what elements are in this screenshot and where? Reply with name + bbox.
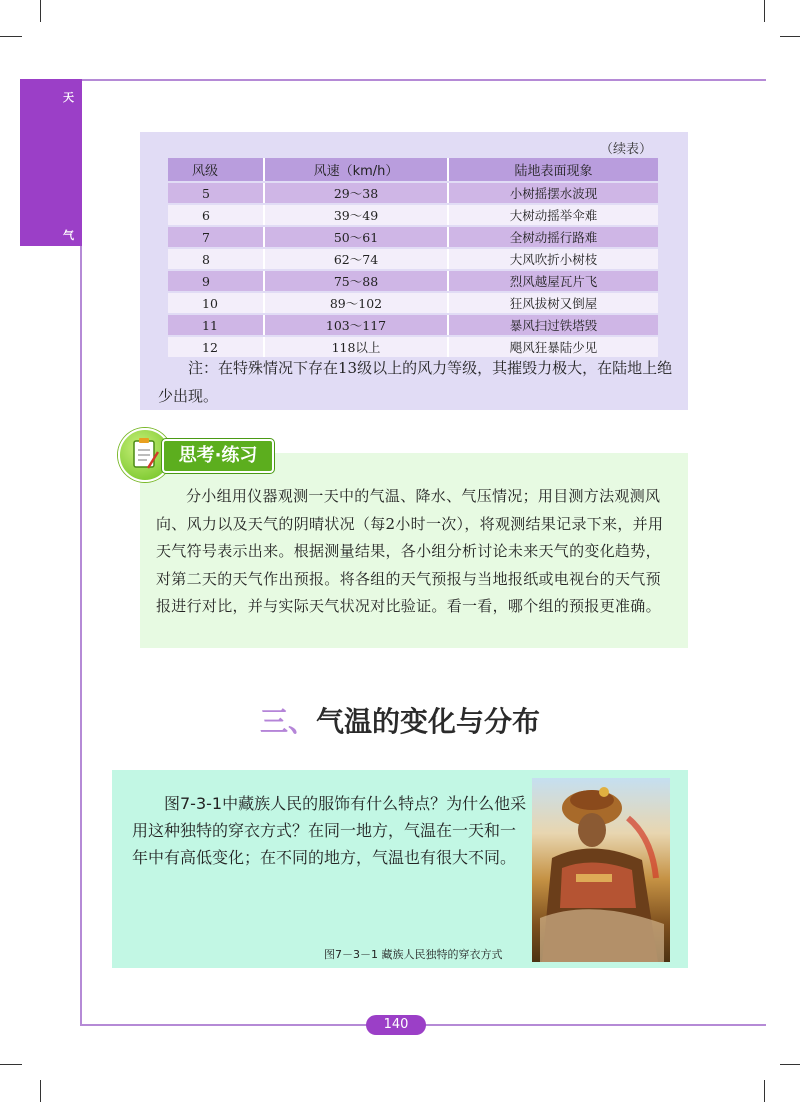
cell-phenomenon: 暴风扫过铁塔毁 (447, 315, 658, 335)
cell-speed: 29～38 (263, 183, 447, 203)
section-number: 三、 (259, 705, 316, 738)
table-row (168, 205, 658, 225)
practice-box (140, 453, 688, 648)
crop-mark (764, 0, 765, 22)
tibetan-clothing-photo (532, 778, 670, 962)
cell-speed: 75～88 (263, 271, 447, 291)
header-land-phenomenon: 陆地表面现象 (447, 158, 658, 181)
wind-scale-table (168, 156, 658, 359)
cell-phenomenon: 飓风狂暴陆少见 (447, 337, 658, 357)
cell-phenomenon: 小树摇摆水波现 (447, 183, 658, 203)
table-continued-label: （续表） (599, 142, 652, 157)
table-row (168, 249, 658, 269)
cell-speed: 39～49 (263, 205, 447, 225)
cell-level: 8 (168, 249, 263, 269)
cell-level: 6 (168, 205, 263, 225)
table-note: 注：在特殊情况下存在13级以上的风力等级，其摧毁力极大，在陆地上绝少出现。 (158, 359, 673, 405)
side-tab-char: 天 (63, 91, 74, 104)
table-row (168, 293, 658, 313)
practice-title: 思考·练习 (162, 439, 274, 473)
table-row (168, 227, 658, 247)
crop-mark (40, 1080, 41, 1102)
page-number: 140 (366, 1015, 426, 1035)
table-row (168, 315, 658, 335)
table-row (168, 271, 658, 291)
wind-scale-table-box (140, 132, 688, 410)
crop-mark (40, 0, 41, 22)
cell-level: 7 (168, 227, 263, 247)
cell-speed: 50～61 (263, 227, 447, 247)
header-wind-speed: 风速（km/h） (263, 158, 447, 181)
cell-speed: 89～102 (263, 293, 447, 313)
side-tab-char: 气 (63, 229, 74, 242)
cell-phenomenon: 大风吹折小树枝 (447, 249, 658, 269)
photo-caption: 图7－3－1 藏族人民独特的穿衣方式 (324, 948, 503, 961)
intro-box (112, 770, 688, 968)
cell-phenomenon: 狂风拔树又倒屋 (447, 293, 658, 313)
cell-level: 12 (168, 337, 263, 357)
cell-level: 9 (168, 271, 263, 291)
cell-speed: 103～117 (263, 315, 447, 335)
table-row (168, 183, 658, 203)
practice-text: 分小组用仪器观测一天中的气温、降水、气压情况；用目测方法观测风向、风力以及天气的阴晴状况（每2小时一次），将观测结果记录下来，并用天气符号表示出来。根据测量结果，各小组分析讨论未来天气的变化趋势，对第二天的天气作出预报。将各组的天气预报与当地报纸或电视台的天气预报进行对比，并与实际天气状况对比验证。看一看，哪个组的预报更准确。 (156, 487, 664, 615)
crop-mark (0, 1064, 22, 1065)
chapter-side-tab (20, 79, 82, 246)
cell-speed: 118以上 (263, 337, 447, 357)
crop-mark (780, 1064, 800, 1065)
frame-top-line (20, 79, 766, 81)
header-wind-level: 风级 (168, 158, 263, 181)
cell-phenomenon: 烈风越屋瓦片飞 (447, 271, 658, 291)
cell-phenomenon: 全树动摇行路难 (447, 227, 658, 247)
cell-level: 5 (168, 183, 263, 203)
cell-level: 11 (168, 315, 263, 335)
section-heading: 气温的变化与分布 (316, 705, 541, 738)
section-title (0, 700, 800, 740)
table-header-row (168, 158, 658, 181)
crop-mark (0, 36, 22, 37)
crop-mark (780, 36, 800, 37)
practice-badge (118, 428, 268, 480)
cell-level: 10 (168, 293, 263, 313)
cell-speed: 62～74 (263, 249, 447, 269)
cell-phenomenon: 大树动摇举伞难 (447, 205, 658, 225)
intro-text: 图7-3-1中藏族人民的服饰有什么特点？为什么他采用这种独特的穿衣方式？在同一地方，气温在一天和一年中有高低变化；在不同的地方，气温也有很大不同。 (132, 794, 527, 867)
crop-mark (764, 1080, 765, 1102)
